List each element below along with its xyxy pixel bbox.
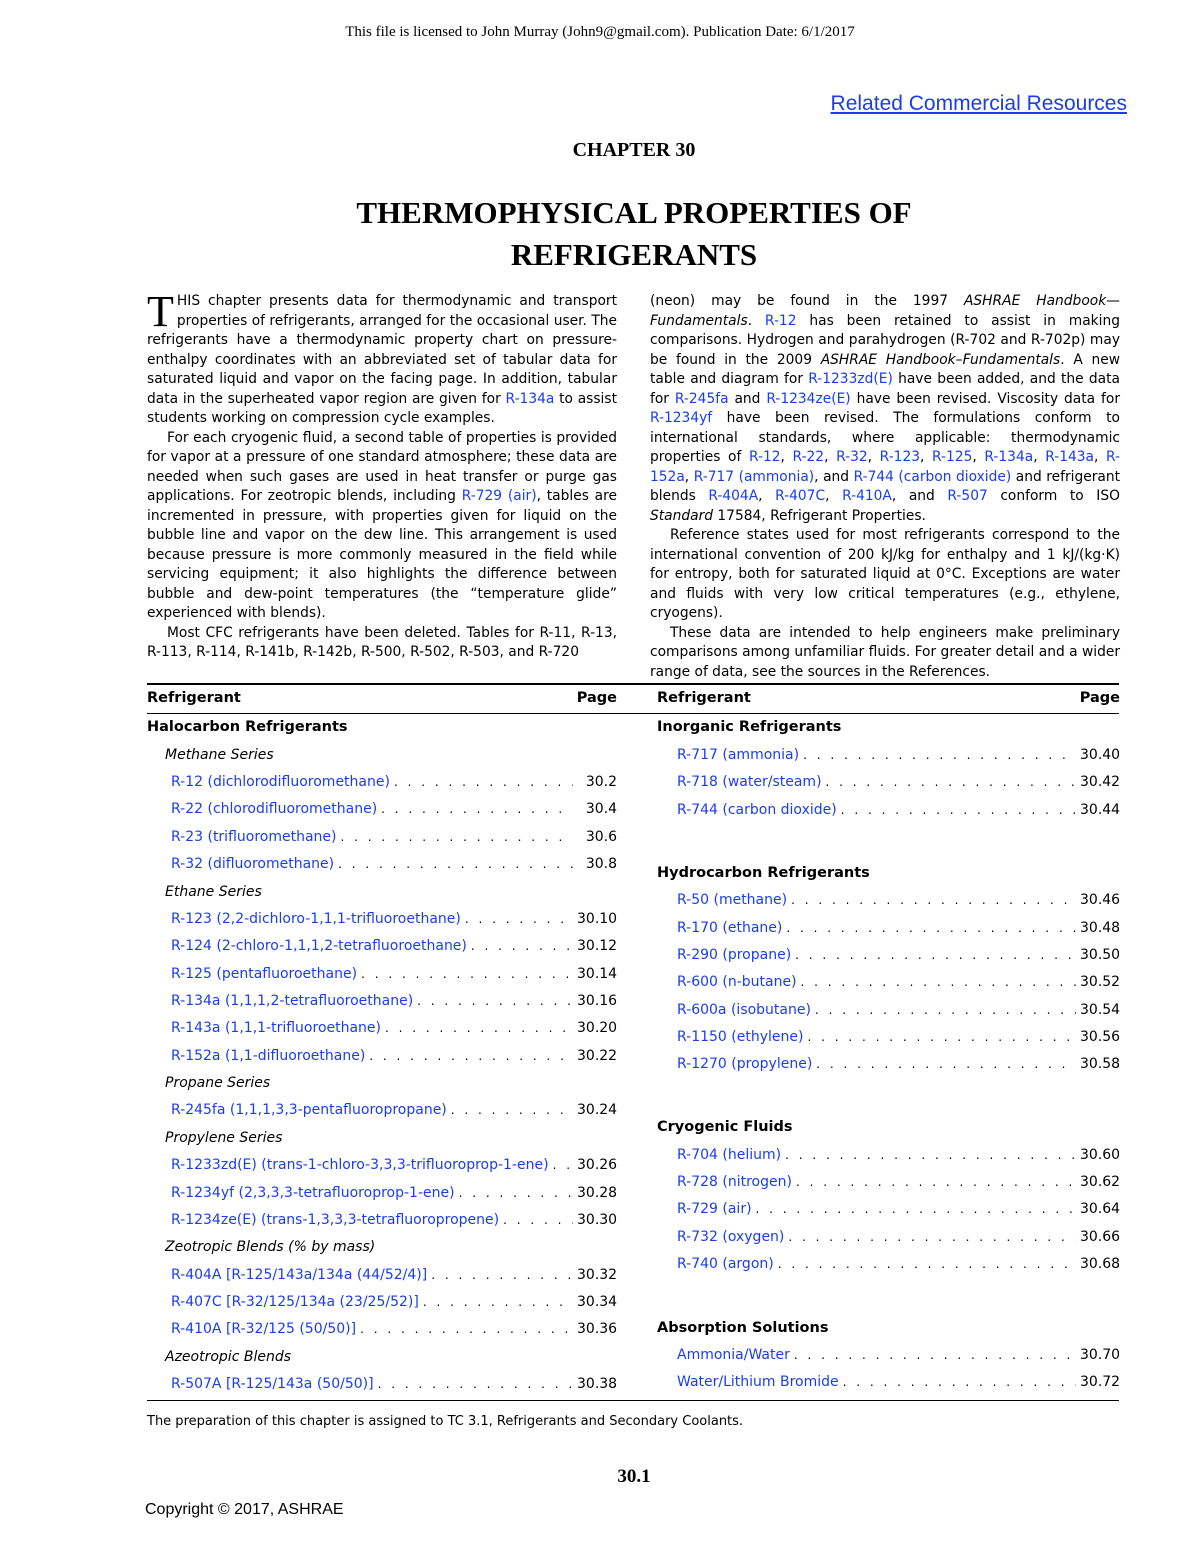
toc-row[interactable]: R-170 (ethane) . . . 30.48 <box>677 920 1120 936</box>
license-line: This file is licensed to John Murray (John9@gmail.com). Publication Date: 6/1/2017 <box>345 24 855 40</box>
link-r12[interactable]: R-12 <box>764 312 797 329</box>
toc-row[interactable]: R-704 (helium) . . . 30.60 <box>677 1147 1120 1163</box>
toc-row[interactable]: R-290 (propane) . . . 30.50 <box>677 947 1120 963</box>
related-resources-link[interactable]: Related Commercial Resources <box>830 92 1127 115</box>
toc-row[interactable]: R-22 (chlorodifluoromethane) . . . 30.4 <box>171 801 617 817</box>
toc-row[interactable]: R-1233zd(E) (trans-1-chloro-3,3,3-trifluoroprop-1-ene) . . . 30.26 <box>171 1157 617 1173</box>
toc-row[interactable]: R-1234yf (2,3,3,3-tetrafluoroprop-1-ene) . . . 30.28 <box>171 1185 617 1201</box>
subgroup-ethane: Ethane Series <box>165 884 262 900</box>
link-r152a[interactable]: R-152a <box>650 449 1121 485</box>
toc-row[interactable]: R-1234ze(E) (trans-1,3,3,3-tetrafluoropropene) . . . 30.30 <box>171 1212 617 1228</box>
toc-row[interactable]: R-12 (dichlorodifluoromethane) . . . 30.2 <box>171 774 617 790</box>
chapter-label: CHAPTER 30 <box>572 139 696 161</box>
toc-right-column <box>657 690 1121 1390</box>
link-r507[interactable]: R-507 <box>947 488 988 504</box>
copyright: Copyright © 2017, ASHRAE <box>145 1501 344 1518</box>
toc-row[interactable]: R-123 (2,2-dichloro-1,1,1-trifluoroethane) . . . 30.10 <box>171 911 617 927</box>
link-r245fa[interactable]: R-245fa <box>674 390 729 407</box>
toc-row[interactable]: R-134a (1,1,1,2-tetrafluoroethane) . . . 30.16 <box>171 993 617 1009</box>
toc-row[interactable]: R-410A [R-32/125 (50/50)] . . . 30.36 <box>171 1321 617 1337</box>
intro-paragraph-1: THIS chapter presents data for thermodynamic and transport properties of refrigerants, arranged for the occasional user. The refrigerants have a thermodynamic property chart on pressure-enthalpy coordinates with an abbreviated set of tabular data for saturated liquid and vapor on the facing page. In addition, tabular data in the superheated vapor region are given for R-134a to assist students working on compression cycle examples. <box>147 287 617 426</box>
link-r1234ze[interactable]: R-1234ze(E) <box>766 390 851 407</box>
toc-header-left <box>147 690 617 712</box>
link-r12b[interactable]: R-12 <box>748 449 781 465</box>
header-page: Page <box>1079 690 1120 706</box>
toc-row[interactable]: R-600 (n-butane) . . . 30.52 <box>677 974 1120 990</box>
link-r404a[interactable]: R-404A <box>708 488 759 504</box>
table-bottom-rule <box>147 1400 1119 1401</box>
subgroup-zeotropic: Zeotropic Blends (% by mass) <box>165 1239 376 1255</box>
toc-row[interactable]: R-744 (carbon dioxide) . . . 30.44 <box>677 802 1120 818</box>
toc-row[interactable]: R-125 (pentafluoroethane) . . . 30.14 <box>171 966 617 982</box>
link-r22[interactable]: R-22 <box>792 449 825 465</box>
link-r410a[interactable]: R-410A <box>842 488 892 504</box>
toc-row[interactable]: R-407C [R-32/125/134a (23/25/52)] . . . 30.34 <box>171 1294 617 1310</box>
title-line-2: REFRIGERANTS <box>510 237 758 272</box>
toc-row[interactable]: R-732 (oxygen) . . . 30.66 <box>677 1229 1120 1245</box>
intro-column-left <box>147 287 617 663</box>
toc-row[interactable]: R-728 (nitrogen) . . . 30.62 <box>677 1174 1120 1190</box>
toc-row[interactable]: R-718 (water/steam) . . . 30.42 <box>677 774 1120 790</box>
link-r1233zd[interactable]: R-1233zd(E) <box>808 371 893 387</box>
toc-row[interactable]: R-152a (1,1-difluoroethane) . . . 30.22 <box>171 1048 617 1064</box>
drop-cap: T <box>147 287 174 336</box>
toc-header-right <box>657 690 1120 712</box>
link-r1234yf[interactable]: R-1234yf <box>650 410 713 426</box>
group-inorganic: Inorganic Refrigerants <box>657 719 842 735</box>
toc-row[interactable]: R-1270 (propylene) . . . 30.58 <box>677 1056 1120 1072</box>
header-refrigerant: Refrigerant <box>657 690 751 706</box>
intro-column-right <box>650 292 1120 682</box>
page-number: 30.1 <box>617 1466 651 1487</box>
subgroup-methane: Methane Series <box>165 747 274 763</box>
toc-row[interactable]: R-23 (trifluoromethane) . . . 30.6 <box>171 829 617 845</box>
toc-row[interactable]: R-245fa (1,1,1,3,3-pentafluoropropane) . . . 30.24 <box>171 1102 617 1118</box>
link-r125[interactable]: R-125 <box>932 449 973 465</box>
subgroup-propylene: Propylene Series <box>165 1130 283 1146</box>
header-page: Page <box>576 690 617 706</box>
link-r134a[interactable]: R-134a <box>505 390 555 407</box>
link-r407c[interactable]: R-407C <box>775 488 826 504</box>
group-halocarbon: Halocarbon Refrigerants <box>147 719 348 735</box>
link-r123[interactable]: R-123 <box>879 449 921 465</box>
toc-row[interactable]: R-740 (argon) . . . 30.68 <box>677 1256 1120 1272</box>
toc-row[interactable]: R-729 (air) . . . 30.64 <box>677 1201 1120 1217</box>
toc-row[interactable]: R-143a (1,1,1-trifluoroethane) . . . 30.20 <box>171 1020 617 1036</box>
link-r744[interactable]: R-744 (carbon dioxide) <box>853 468 1012 485</box>
link-r32[interactable]: R-32 <box>836 449 868 465</box>
toc-row[interactable]: R-50 (methane) . . . 30.46 <box>677 892 1120 908</box>
group-cryogenic: Cryogenic Fluids <box>657 1119 793 1135</box>
page-title <box>0 192 1200 276</box>
intro-paragraph-3-cont: (neon) may be found in the 1997 ASHRAE Handbook—Fundamentals. R-12 has been retained to assist in making comparisons. Hydrogen and parahydrogen (R-702 and R-702p) may be found in the 2009 ASHRAE Handbook–Fundamentals. A new table and diagram for R-1233zd(E) have been added, and the data for R-245fa and R-1234ze(E) have been revised. Viscosity data for R-1234yf have been revised. The formulations conform to international standards, where applicable: thermodynamic properties of R-12, R-22, R-32, R-123, R-125, R-134a, R-143a, R-152a, R-717 (ammonia), and R-744 (carbon dioxide) and refrigerant blends R-404A, R-407C, R-410A, and R-507 conform to ISO Standard 17584, Refrigerant Properties. <box>650 293 1121 524</box>
intro-paragraph-3: Most CFC refrigerants have been deleted. Tables for R-11, R-13, R-113, R-114, R-141b, R-142b, R-500, R-502, R-503, and R-720 <box>147 624 617 660</box>
subgroup-azeotropic: Azeotropic Blends <box>165 1349 291 1365</box>
group-absorption: Absorption Solutions <box>657 1320 829 1336</box>
toc-row[interactable]: R-717 (ammonia) . . . 30.40 <box>677 747 1120 763</box>
toc-row[interactable]: R-1150 (ethylene) . . . 30.56 <box>677 1029 1120 1045</box>
link-r729[interactable]: R-729 (air) <box>461 488 537 504</box>
link-r717[interactable]: R-717 (ammonia) <box>693 468 815 485</box>
subgroup-propane: Propane Series <box>165 1075 271 1091</box>
toc-row[interactable]: R-404A [R-125/143a/134a (44/52/4)] . . . 30.32 <box>171 1267 617 1283</box>
toc-row[interactable]: R-124 (2-chloro-1,1,1,2-tetrafluoroethane) . . . 30.12 <box>171 938 617 954</box>
toc-row[interactable]: Ammonia/Water . . . 30.70 <box>677 1347 1120 1363</box>
toc-row[interactable]: R-507A [R-125/143a (50/50)] . . . 30.38 <box>171 1376 617 1392</box>
toc-row[interactable]: R-32 (difluoromethane) . . . 30.8 <box>171 856 617 872</box>
toc-left-column <box>147 690 618 1392</box>
link-r134a-b[interactable]: R-134a <box>984 449 1034 465</box>
table-top-rule <box>147 683 1119 685</box>
link-r143a[interactable]: R-143a <box>1045 449 1094 465</box>
title-line-1: THERMOPHYSICAL PROPERTIES OF <box>356 195 912 230</box>
footnote: The preparation of this chapter is assigned to TC 3.1, Refrigerants and Secondary Coolants. <box>147 1414 744 1429</box>
intro-paragraph-5: These data are intended to help engineers make preliminary comparisons among unfamiliar fluids. For greater detail and a wider range of data, see the sources in the References. <box>650 624 1120 680</box>
group-hydrocarbon: Hydrocarbon Refrigerants <box>657 865 870 881</box>
toc-row[interactable]: Water/Lithium Bromide . . . 30.72 <box>677 1374 1120 1390</box>
header-refrigerant: Refrigerant <box>147 690 241 706</box>
intro-paragraph-4: Reference states used for most refrigerants correspond to the international convention of 200 kJ/kg for enthalpy and 1 kJ/(kg·K) for entropy, both for saturated liquid at 0°C. Exceptions are water and fluids with very low critical temperatures (e.g., ethylene, cryogens). <box>650 527 1120 621</box>
table-header-rule <box>147 713 1119 714</box>
toc-row[interactable]: R-600a (isobutane) . . . 30.54 <box>677 1002 1120 1018</box>
intro-paragraph-2: For each cryogenic fluid, a second table of properties is provided for vapor at a pressure of one standard atmosphere; these data are needed when such gases are used in heat transfer or purge gas applications. For zeotropic blends, including R-729 (air), tables are incremented in pressure, with properties given for liquid on the bubble line and vapor on the dew line. This arrangement is used because pressure is more commonly measured in the field while servicing equipment; it also highlights the difference between bubble and dew-point temperatures (the “temperature glide” experienced with blends). <box>147 429 617 621</box>
